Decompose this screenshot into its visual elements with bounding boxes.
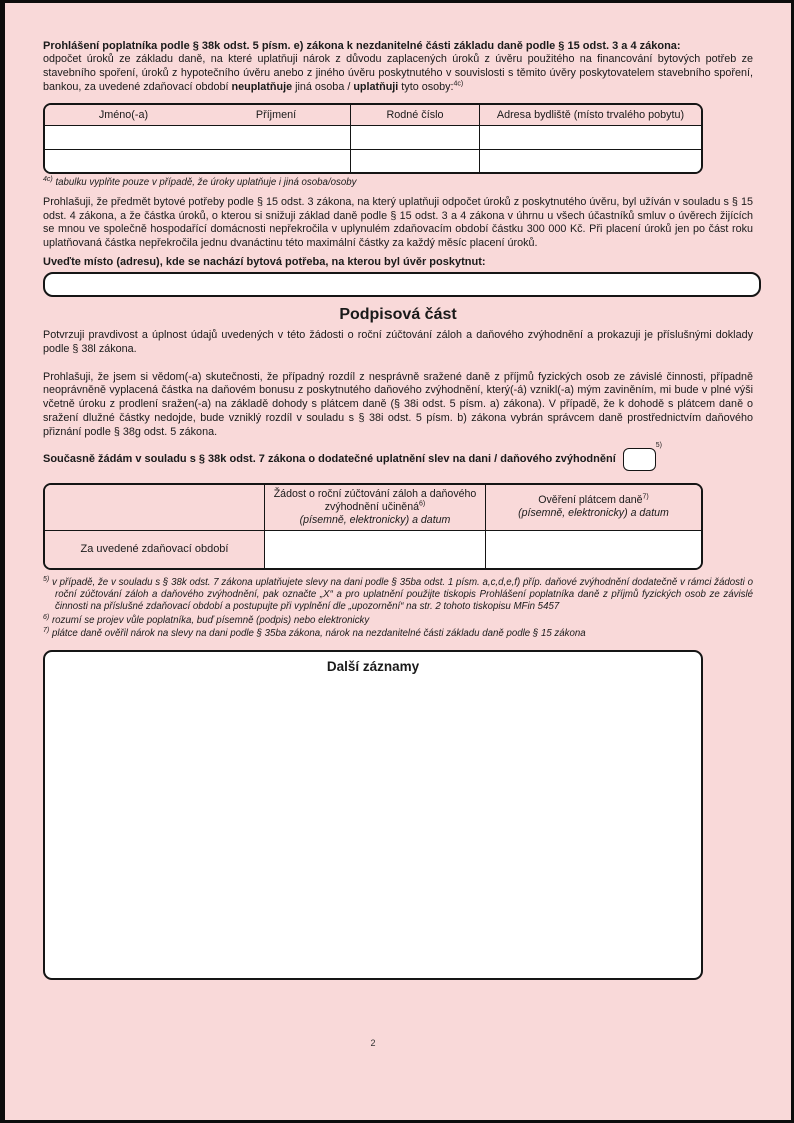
verification-signature-field[interactable] bbox=[485, 531, 701, 568]
header-request-cell bbox=[264, 485, 485, 530]
footnote-4c bbox=[43, 177, 753, 189]
persons-table-row bbox=[45, 149, 701, 172]
header-name-cell bbox=[45, 105, 350, 125]
footnote-7-ref: 7) bbox=[43, 626, 50, 634]
footnote-ref-7: 7) bbox=[642, 493, 649, 501]
person-address-field[interactable] bbox=[479, 126, 701, 149]
request-signature-field[interactable] bbox=[264, 531, 485, 568]
person-birth-number-field[interactable] bbox=[350, 126, 479, 149]
header-verify-line2: (písemně, elektronicky) a datum bbox=[518, 507, 669, 520]
header-verify-cell bbox=[485, 485, 701, 530]
additional-claim-text: Současně žádám v souladu s § 38k odst. 7 zákona o dodatečné uplatnění slev na dani / daňového zvýhodnění bbox=[43, 453, 616, 466]
footnote-ref-6: 6) bbox=[419, 500, 426, 508]
footnote-6 bbox=[43, 615, 753, 627]
footnote-5-ref: 5) bbox=[43, 575, 50, 583]
signature-table-header bbox=[45, 485, 701, 531]
bold-neuplatnuje: neuplatňuje bbox=[231, 80, 293, 93]
paragraph-text: jiná osoba / bbox=[292, 80, 354, 93]
additional-claim-checkbox[interactable] bbox=[623, 448, 656, 471]
header-address: Adresa bydliště (místo trvalého pobytu) bbox=[479, 105, 701, 125]
persons-table-row bbox=[45, 126, 701, 149]
housing-address-field[interactable] bbox=[43, 272, 761, 297]
address-prompt: Uveďte místo (adresu), kde se nachází bytová potřeba, na kterou byl úvěr poskytnut: bbox=[43, 255, 486, 268]
paragraph-text: tyto osoby: bbox=[398, 80, 454, 93]
other-records-title: Další záznamy bbox=[326, 658, 420, 674]
footnote-5-text: v případě, že v souladu s § 38k odst. 7 zákona uplatňujete slevy na dani podle § 35ba odst. 1 písm. a,c,d,e,f) příp. daňové zvýhodnění dodatečně v rámci žádosti o roční zúčtování záloh a daňového zvýhodnění, pak označte „X“ a pro uplatnění použijte tiskopis Prohlášení poplatníka daně z příjmů fyzických osob ze závislé činnosti na příslušné zdaňovací období a postupujte při vyplnění dle „upozornění“ na str. 2 tohoto tiskopisu MFin 5457 bbox=[52, 576, 753, 613]
person-name-field[interactable] bbox=[45, 150, 350, 172]
section-38k-heading: Prohlášení poplatníka podle § 38k odst. 5 písm. e) zákona k nezdanitelné části základu daně podle § 15 odst. 3 a 4 zákona: bbox=[43, 40, 681, 52]
signature-table-row bbox=[45, 531, 701, 568]
bold-uplatnuji: uplatňuji bbox=[353, 80, 399, 93]
confirmation-paragraph: Potvrzuji pravdivost a úplnost údajů uvedených v této žádosti o roční zúčtování záloh a daňového zvýhodnění a prokazuji je příslušnými doklady podle § 38l zákona. bbox=[43, 328, 753, 355]
liability-paragraph: Prohlašuji, že jsem si vědom(-a) skutečnosti, že případný rozdíl z nesprávně sražené daně z příjmů fyzických osob ze závislé činnosti, případně neoprávněně vyplacená částka na daňovém bonusu z poskytnutého daňového zvýhodnění, který(-á) vznikl(-a) mým zaviněním, mi bude v plné výši včetně úroku z prodlení sražen(-a) na základě dohody s plátcem daně (§ 38i odst. 5 písm. a) zákona). V případě, že k dohodě s plátcem daně o sražení dlužné částky nedojde, bude vzniklý rozdíl v souladu s § 38i odst. 5 písm. b) zákona vybrán správcem daně prostřednictvím daňového přiznání podle § 38g odst. 5 zákona. bbox=[43, 370, 753, 438]
row-label: Za uvedené zdaňovací období bbox=[45, 531, 264, 568]
footnote-4c-ref: 4c) bbox=[43, 176, 53, 184]
signature-table bbox=[43, 483, 703, 570]
footnotes-block bbox=[43, 577, 753, 641]
additional-claim-line: Současně žádám v souladu s § 38k odst. 7 zákona o dodatečné uplatnění slev na dani / daňového zvýhodnění 5) bbox=[43, 448, 753, 471]
footnote-6-ref: 6) bbox=[43, 613, 50, 621]
person-address-field[interactable] bbox=[479, 150, 701, 172]
page-number: 2 bbox=[370, 1037, 376, 1048]
footnote-5 bbox=[43, 577, 753, 614]
header-surname: Příjmení bbox=[255, 109, 297, 122]
other-records-field[interactable] bbox=[43, 650, 703, 980]
header-empty-cell bbox=[45, 485, 264, 530]
header-verify-line1: Ověření plátcem daně$^{7)}$ bbox=[538, 493, 649, 507]
person-birth-number-field[interactable] bbox=[350, 150, 479, 172]
footnote-4c-text: tabulku vyplňte pouze v případě, že úroky uplatňuje i jiná osoba/osoby bbox=[55, 177, 357, 189]
persons-table bbox=[43, 103, 703, 174]
persons-table-header bbox=[45, 105, 701, 126]
paragraph-text: odpočet úroků ze základu daně, na které uplatňuji nárok z důvodu zaplacených úroků z úvěru použitého na financování bytových potřeb ze stavebního spoření, úroků z hypotečního úvěru anebo z jiného úvěru poskytnutého v souvislosti s těmito úvěry poskytovatelem stavebního spoření, bankou, za uvedené zdaňovací období bbox=[43, 53, 753, 93]
header-request-line2: (písemně, elektronicky) a datum bbox=[299, 513, 451, 526]
header-first-name: Jméno(-a) bbox=[98, 109, 149, 122]
footnote-ref-4c: 4c) bbox=[453, 80, 464, 87]
person-name-field[interactable] bbox=[45, 126, 350, 149]
signature-section-title: Podpisová část bbox=[339, 305, 457, 323]
header-birth-number: Rodné číslo bbox=[350, 105, 479, 125]
footnote-6-text: rozumí se projev vůle poplatníka, buď písemně (podpis) nebo elektronicky bbox=[51, 614, 370, 626]
footnote-7-text: plátce daně ověřil nárok na slevy na dani podle § 35ba zákona, nárok na nezdanitelné části základu daně podle § 15 zákona bbox=[51, 628, 586, 640]
header-request-line1: Žádost o roční zúčtování záloh a daňového zvýhodnění učiněná$^{6)}$ bbox=[273, 487, 477, 513]
housing-declaration-paragraph: Prohlašuji, že předmět bytové potřeby podle § 15 odst. 3 zákona, na který uplatňuji odpočet úroků z poskytnutého úvěru, byl užíván v souladu s § 15 odst. 4 zákona, a že částka úroků, o kterou si snižuji základ daně podle § 15 odst. 3 a 4 zákona v úhrnu u všech účastníků smluv o úvěrech žijících se mnou ve společně hospodařící domácnosti nepřekročila v uplynulém zdaňovacím období částku 300 000 Kč. Při placení úroků jen po část roku uplatňovaná částka nepřekročila jednu dvanáctinu této maximální částky za každý měsíc placení úroků. bbox=[43, 195, 753, 250]
footnote-7 bbox=[43, 628, 753, 640]
interest-deduction-paragraph bbox=[43, 53, 753, 94]
